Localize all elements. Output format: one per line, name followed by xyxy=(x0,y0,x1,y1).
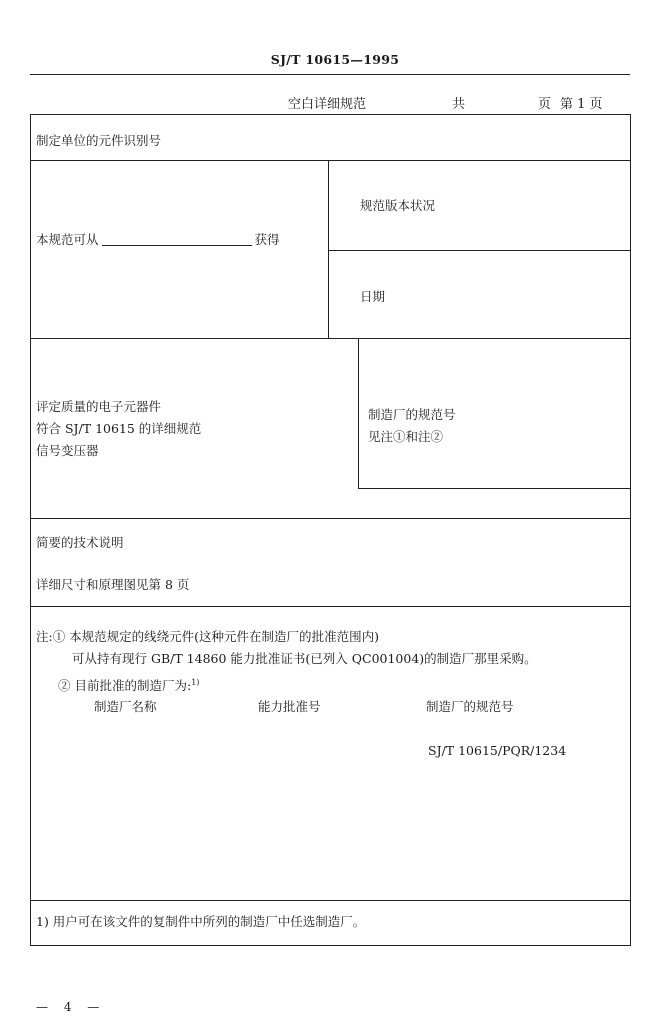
availability-blank xyxy=(102,231,252,246)
header-rule xyxy=(30,74,630,75)
footnote: 1) 用户可在该文件的复制件中所列的制造厂中任选制造厂。 xyxy=(36,914,366,929)
manufacturer-spec-line-2: 见注①和注② xyxy=(368,429,444,444)
manufacturer-spec-line-1: 制造厂的规范号 xyxy=(368,407,456,422)
availability-prefix: 本规范可从 xyxy=(36,232,99,247)
manufacturer-spec-bottom xyxy=(358,488,630,489)
row-divider-version xyxy=(328,250,630,251)
availability-field xyxy=(36,229,280,251)
col-divider-2 xyxy=(358,338,359,488)
version-status-label: 规范版本状况 xyxy=(360,198,436,213)
note-1-line-1: 注:① 本规范规定的线绕元件(这种元件在制造厂的批准范围内) xyxy=(36,629,379,644)
note-2 xyxy=(58,672,199,697)
col-divider-1 xyxy=(328,160,329,338)
quality-line-3: 信号变压器 xyxy=(36,443,99,458)
note-2-text: ② 目前批准的制造厂为: xyxy=(58,678,192,694)
row-divider-2 xyxy=(30,338,630,339)
component-id-label: 制定单位的元件识别号 xyxy=(36,133,162,148)
dimension-note: 详细尺寸和原理图见第 8 页 xyxy=(36,577,190,592)
tech-description-label: 简要的技术说明 xyxy=(36,535,124,550)
spec-type-title: 空白详细规范 xyxy=(288,97,367,112)
note-1-line-2: 可从持有现行 GB/T 14860 能力批准证书(已列入 QC001004)的制造厂那里采购。 xyxy=(72,651,537,666)
row-divider-4 xyxy=(30,606,630,607)
row-divider-5 xyxy=(30,900,630,901)
col-header-spec: 制造厂的规范号 xyxy=(426,699,514,714)
current-page: 第 1 页 xyxy=(560,97,603,112)
quality-line-2: 符合 SJ/T 10615 的详细规范 xyxy=(36,421,202,436)
standard-number: SJ/T 10615—1995 xyxy=(270,52,400,67)
total-pages-label: 共 xyxy=(452,97,466,112)
availability-suffix: 获得 xyxy=(254,232,280,247)
col-header-manufacturer: 制造厂名称 xyxy=(94,699,157,714)
note-2-footnote-ref: 1) xyxy=(191,678,200,687)
row-divider-1 xyxy=(30,160,630,161)
col-header-approval: 能力批准号 xyxy=(258,699,321,714)
manufacturer-spec-value: SJ/T 10615/PQR/1234 xyxy=(428,743,567,758)
pages-label: 页 xyxy=(538,97,552,112)
page-number: — 4 — xyxy=(36,1000,106,1014)
quality-line-1: 评定质量的电子元器件 xyxy=(36,399,162,414)
date-label: 日期 xyxy=(360,289,386,304)
row-divider-3 xyxy=(30,518,630,519)
